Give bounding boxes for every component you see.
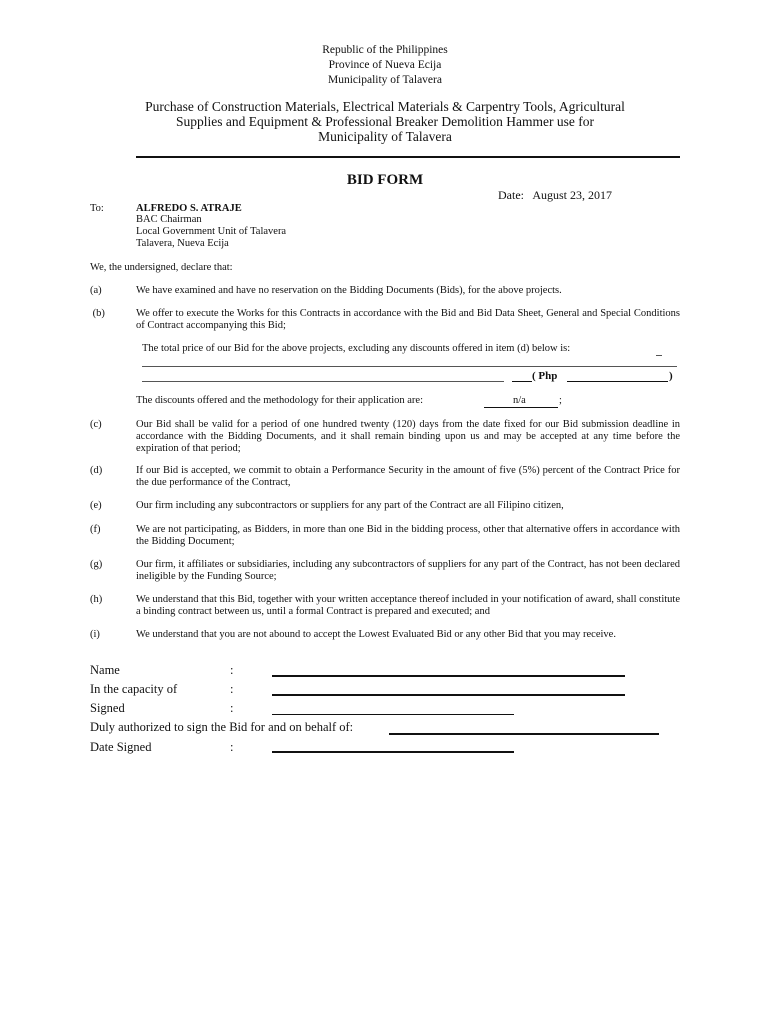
php-amount-line (567, 381, 668, 382)
item-f-text: We are not participating, as Bidders, in more than one Bid in the bidding process, other that alternative offers in accordance with the Bidding Document; (136, 524, 680, 547)
header-municipality: Municipality of Talavera (328, 74, 442, 86)
item-g-label: (g) (90, 559, 103, 570)
item-b-text: We offer to execute the Works for this Contracts in accordance with the Bid and Bid Data Sheet, General and Special Conditions of Contract accompanying this Bid; (136, 308, 680, 331)
php-lead-line (512, 381, 532, 382)
capacity-colon: : (230, 682, 234, 696)
signed-colon: : (230, 701, 234, 715)
item-h-text: We understand that this Bid, together with your written acceptance thereof included in your notification of award, shall constitute a binding contract between us, until a formal Contract is prepared and executed; and (136, 594, 680, 617)
authorized-field-line[interactable] (389, 733, 659, 735)
date-signed-colon: : (230, 740, 234, 754)
date-signed-label: Date Signed (90, 740, 152, 754)
form-title: BID FORM (346, 172, 424, 188)
addressee-name: ALFREDO S. ATRAJE (136, 203, 242, 214)
capacity-field-line[interactable] (272, 694, 625, 696)
project-title-line2: Supplies and Equipment & Professional Breaker Demolition Hammer use for (175, 114, 595, 129)
total-price-words-line-1 (142, 366, 677, 367)
name-colon: : (230, 663, 234, 677)
item-d-label: (d) (90, 465, 103, 476)
item-i-label: (i) (90, 629, 100, 640)
item-b-label: (b) (90, 308, 105, 319)
item-a-label: (a) (90, 285, 102, 296)
item-i-text: We understand that you are not abound to accept the Lowest Evaluated Bid or any other Bid that you may receive. (136, 629, 616, 640)
header-province: Province of Nueva Ecija (328, 59, 442, 71)
item-h-label: (h) (90, 594, 103, 605)
discounts-line (484, 407, 558, 408)
authorized-label: Duly authorized to sign the Bid for and on behalf of: (90, 720, 354, 734)
item-a-text: We have examined and have no reservation on the Bidding Documents (Bids), for the above projects. (136, 285, 562, 296)
discounts-value: n/a (513, 395, 526, 406)
date-signed-field-line[interactable] (272, 751, 514, 753)
item-g-text: Our firm, it affiliates or subsidiaries, including any subcontractors of suppliers for any part of the Contract, has not been declared ineligible by the Funding Source; (136, 559, 680, 582)
project-title-line1: Purchase of Construction Materials, Electrical Materials & Carpentry Tools, Agricultural (145, 99, 625, 114)
addressee-office: Local Government Unit of Talavera (136, 226, 287, 237)
item-e-label: (e) (90, 500, 102, 511)
item-c-text: Our Bid shall be valid for a period of one hundred twenty (120) days from the date fixed for our Bid submission deadline in accordance with the Bidding Documents, and it shall remain binding upon us and may be accepted at any time before the expiration of that period; (136, 419, 680, 454)
form-date: Date: August 23, 2017 (498, 188, 612, 202)
item-d-text: If our Bid is accepted, we commit to obtain a Performance Security in the amount of five (5%) percent of the Contract Price for the due performance of the Contract, (136, 465, 680, 488)
discounts-text: The discounts offered and the methodology for their application are: (136, 395, 424, 406)
header-republic: Republic of the Philippines (322, 44, 448, 56)
item-c-label: (c) (90, 419, 102, 430)
header-divider (136, 156, 680, 158)
addressee-address: Talavera, Nueva Ecija (136, 238, 229, 249)
item-f-label: (f) (90, 524, 101, 535)
signed-field-line[interactable] (272, 714, 514, 715)
total-price-trailing-line (656, 355, 662, 356)
total-price-text: The total price of our Bid for the above projects, excluding any discounts offered in item (d) below is: (142, 343, 571, 354)
discounts-end: ; (559, 395, 562, 406)
project-title-line3: Municipality of Talavera (318, 129, 452, 144)
total-price-words-line-2 (142, 381, 504, 382)
intro-text: We, the undersigned, declare that: (90, 262, 233, 273)
addressee-position: BAC Chairman (136, 214, 202, 225)
item-e-text: Our firm including any subcontractors or suppliers for any part of the Contract are all Filipino citizen, (136, 500, 564, 511)
php-close: ) (669, 370, 673, 382)
name-field-line[interactable] (272, 675, 625, 677)
signed-label: Signed (90, 701, 125, 715)
to-label: To: (90, 203, 104, 214)
name-label: Name (90, 663, 120, 677)
capacity-label: In the capacity of (90, 682, 178, 696)
php-label: ( Php (532, 370, 558, 382)
